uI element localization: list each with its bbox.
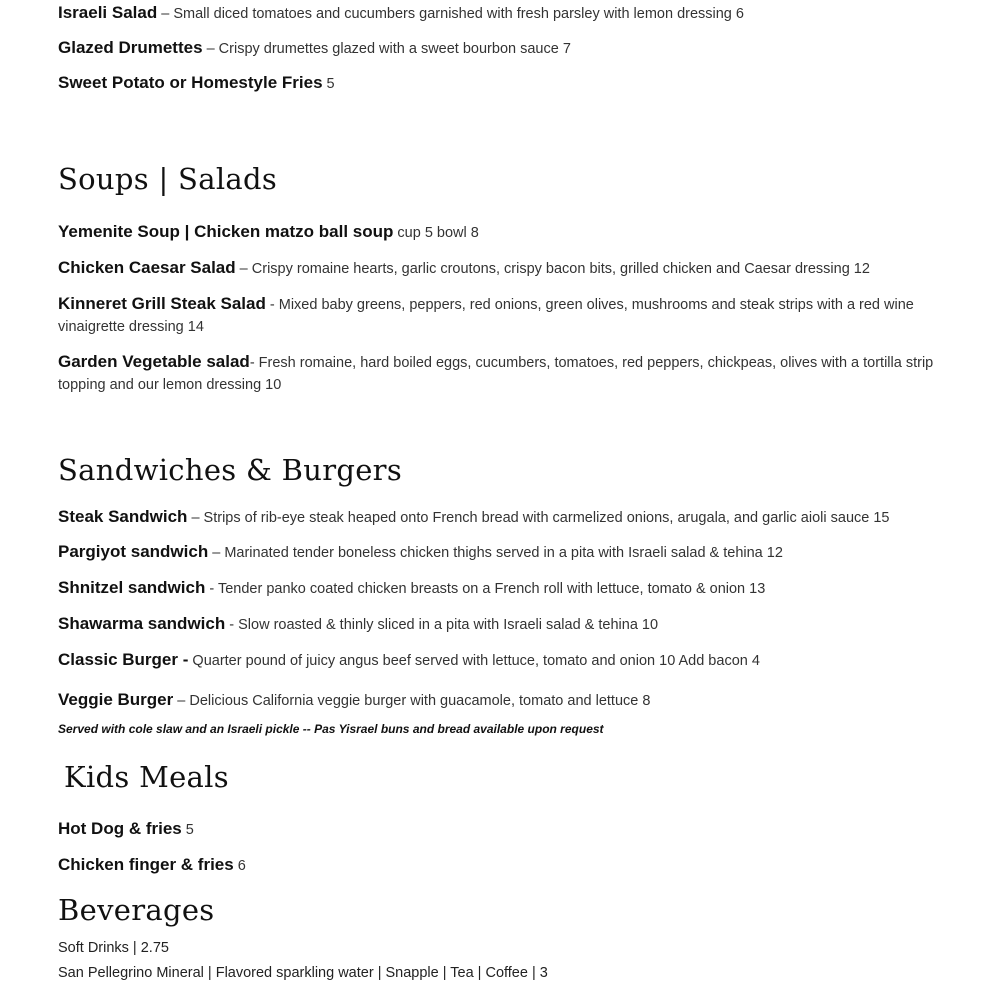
item-name: Pargiyot sandwich — [58, 542, 209, 561]
item-description: – Small diced tomatoes and cucumbers garnished with fresh parsley with lemon dressing 6 — [157, 6, 744, 22]
menu-item-garden-vegetable-salad — [58, 351, 960, 396]
menu-item-yemenite-soup — [58, 221, 960, 244]
section-heading-sandwiches-burgers: Sandwiches & Burgers — [58, 453, 403, 487]
menu-item-fries — [58, 72, 960, 95]
item-description: - Slow roasted & thinly sliced in a pita with Israeli salad & tehina 10 — [225, 617, 659, 633]
item-description: 5 — [181, 822, 194, 838]
menu-item-steak-salad — [58, 293, 960, 338]
sandwiches-footnote: Served with cole slaw and an Israeli pickle -- Pas Yisrael buns and bread available upon request — [58, 722, 604, 736]
section-heading-kids-meals: Kids Meals — [64, 760, 229, 794]
section-heading-beverages: Beverages — [58, 893, 215, 927]
menu-item-glazed-drumettes — [58, 37, 960, 60]
item-description: – Delicious California veggie burger with guacamole, tomato and lettuce 8 — [173, 693, 651, 709]
item-name: Kinneret Grill Steak Salad — [58, 294, 266, 313]
menu-item-shnitzel-sandwich — [58, 577, 960, 600]
item-description: - Fresh romaine, hard boiled eggs, cucumbers, tomatoes, red peppers, chickpeas, olives with a tortilla strip topping and our lemon dressing 10 — [58, 355, 934, 393]
item-name: Garden Vegetable salad — [58, 352, 250, 371]
item-name: Yemenite Soup | Chicken matzo ball soup — [58, 222, 394, 241]
item-description: – Crispy drumettes glazed with a sweet bourbon sauce 7 — [202, 41, 571, 57]
item-description: – Strips of rib-eye steak heaped onto French bread with carmelized onions, arugala, and garlic aioli sauce 15 — [187, 510, 890, 526]
menu-item-chicken-finger — [58, 854, 960, 877]
item-name: Chicken Caesar Salad — [58, 258, 236, 277]
item-description: cup 5 bowl 8 — [393, 225, 479, 241]
item-name: Classic Burger - — [58, 650, 189, 669]
item-description: – Crispy romaine hearts, garlic croutons, crispy bacon bits, grilled chicken and Caesar dressing 12 — [235, 261, 870, 277]
menu-item-veggie-burger — [58, 689, 960, 712]
item-name: Shawarma sandwich — [58, 614, 226, 633]
item-name: Glazed Drumettes — [58, 38, 203, 57]
section-heading-soups-salads: Soups | Salads — [58, 162, 278, 196]
item-name: Veggie Burger — [58, 690, 174, 709]
item-name: Chicken finger & fries — [58, 855, 234, 874]
item-description: 6 — [233, 858, 246, 874]
menu-item-hot-dog — [58, 818, 960, 841]
item-description: 5 — [322, 76, 335, 92]
beverage-line-soft-drinks: Soft Drinks | 2.75 — [58, 940, 169, 956]
menu-item-classic-burger — [58, 649, 960, 672]
menu-item-israeli-salad — [58, 2, 960, 25]
item-description: Quarter pound of juicy angus beef served with lettuce, tomato and onion 10 Add bacon 4 — [188, 653, 760, 669]
item-description: - Tender panko coated chicken breasts on a French roll with lettuce, tomato & onion 13 — [205, 581, 766, 597]
item-name: Israeli Salad — [58, 3, 158, 22]
menu-item-pargiyot-sandwich — [58, 541, 960, 564]
item-description: – Marinated tender boneless chicken thighs served in a pita with Israeli salad & tehina 12 — [208, 545, 783, 561]
item-name: Shnitzel sandwich — [58, 578, 206, 597]
item-name: Hot Dog & fries — [58, 819, 182, 838]
beverage-line-other-drinks: San Pellegrino Mineral | Flavored sparkling water | Snapple | Tea | Coffee | 3 — [58, 965, 548, 981]
item-name: Steak Sandwich — [58, 507, 188, 526]
item-description: - Mixed baby greens, peppers, red onions, green olives, mushrooms and steak strips with a red wine vinaigrette dressing 14 — [58, 297, 914, 335]
item-name: Sweet Potato or Homestyle Fries — [58, 73, 323, 92]
menu-item-shawarma-sandwich — [58, 613, 960, 636]
menu-item-steak-sandwich — [58, 506, 960, 529]
menu-item-chicken-caesar-salad — [58, 257, 960, 280]
